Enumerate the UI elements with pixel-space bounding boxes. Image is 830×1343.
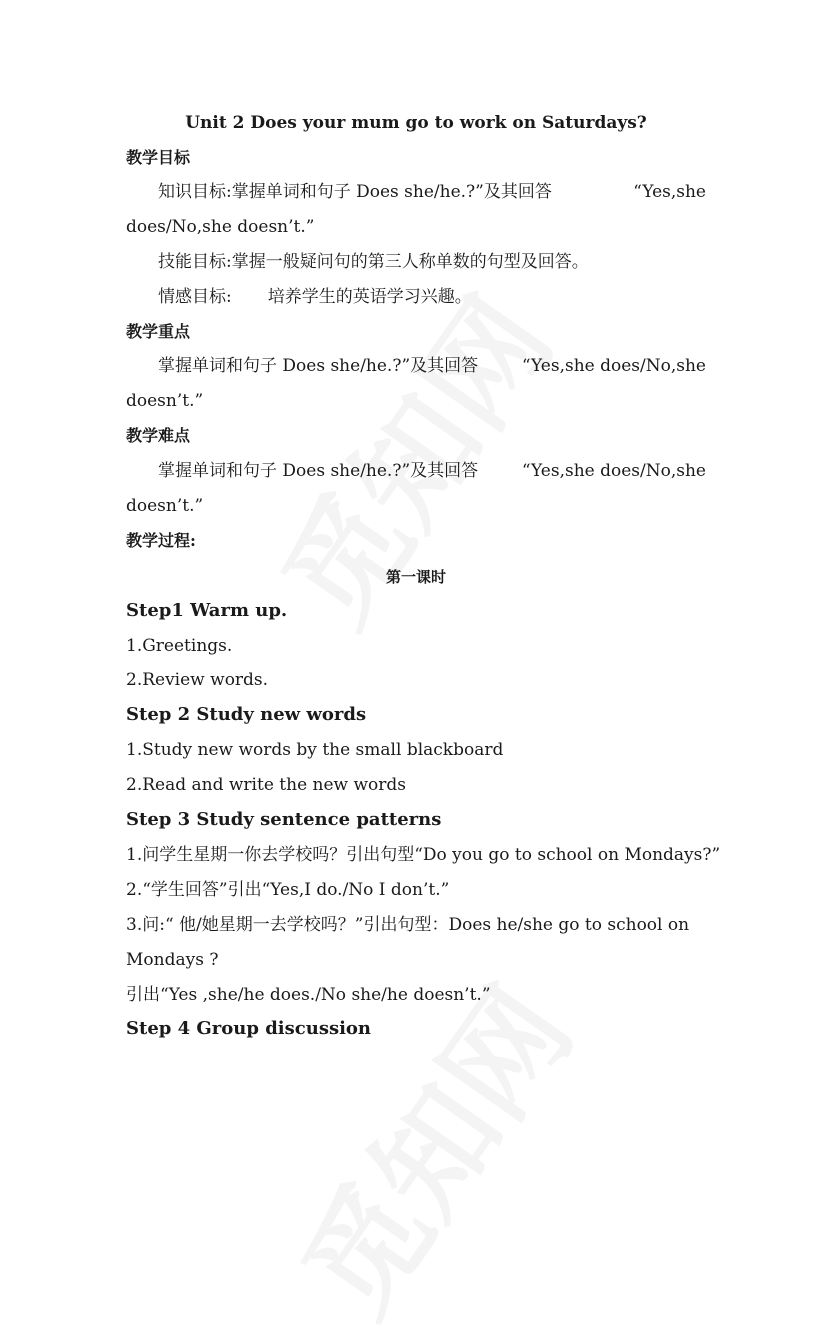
difficulty-continued: doesn’t.” <box>126 496 204 516</box>
difficulty-line <box>158 460 706 482</box>
step3-title: Step 3 Study sentence patterns <box>126 809 442 830</box>
objective-skill: 技能目标:掌握一般疑问句的第三人称单数的句型及回答。 <box>158 252 589 272</box>
section-heading-objectives: 教学目标 <box>126 148 191 167</box>
objective-knowledge-continued: does/No,she doesn’t.” <box>126 217 315 237</box>
list-item-continued: Mondays ? <box>126 950 219 970</box>
key-point-line <box>158 355 706 377</box>
objective-emotion <box>158 286 472 308</box>
watermark <box>236 259 583 653</box>
difficulty-answer: “Yes,she does/No,she <box>521 461 706 481</box>
watermark <box>256 949 603 1343</box>
page-title: Unit 2 Does your mum go to work on Saturdays? <box>185 113 647 133</box>
list-item: 1.Greetings. <box>126 636 233 656</box>
step1-title: Step1 Warm up. <box>126 600 288 621</box>
objective-knowledge-answer: “Yes,she <box>633 182 706 202</box>
list-item: 1.问学生星期一你去学校吗？引出句型“Do you go to school on Mondays?” <box>126 845 721 865</box>
key-point-text: 掌握单词和句子 Does she/he.?”及其回答 <box>158 356 479 376</box>
lesson-title: 第一课时 <box>385 568 446 586</box>
objective-emotion-label: 情感目标: <box>158 287 232 307</box>
section-heading-difficulties: 教学难点 <box>126 426 191 445</box>
step4-title: Step 4 Group discussion <box>126 1018 372 1039</box>
list-item: 2.“学生回答”引出“Yes,I do./No I don’t.” <box>126 880 450 900</box>
key-point-continued: doesn’t.” <box>126 391 204 411</box>
objective-emotion-text: 培养学生的英语学习兴趣。 <box>267 287 472 307</box>
objective-knowledge-line <box>158 181 706 203</box>
list-item: 2.Read and write the new words <box>126 775 407 795</box>
section-heading-key-points: 教学重点 <box>126 322 191 341</box>
list-item: 1.Study new words by the small blackboard <box>126 740 504 760</box>
objective-knowledge-text: 知识目标:掌握单词和句子 Does she/he.?”及其回答 <box>158 182 552 202</box>
list-item <box>126 914 706 936</box>
section-heading-process: 教学过程: <box>126 531 196 550</box>
key-point-answer: “Yes,she does/No,she <box>521 356 706 376</box>
list-item: 2.Review words. <box>126 670 269 690</box>
list-item-text: 3.问:“ 他/她星期一去学校吗？”引出句型：Does he/she go to school on <box>126 915 690 935</box>
list-item: 引出“Yes ,she/he does./No she/he doesn’t.” <box>126 985 491 1005</box>
difficulty-text: 掌握单词和句子 Does she/he.?”及其回答 <box>158 461 479 481</box>
step2-title: Step 2 Study new words <box>126 704 367 725</box>
